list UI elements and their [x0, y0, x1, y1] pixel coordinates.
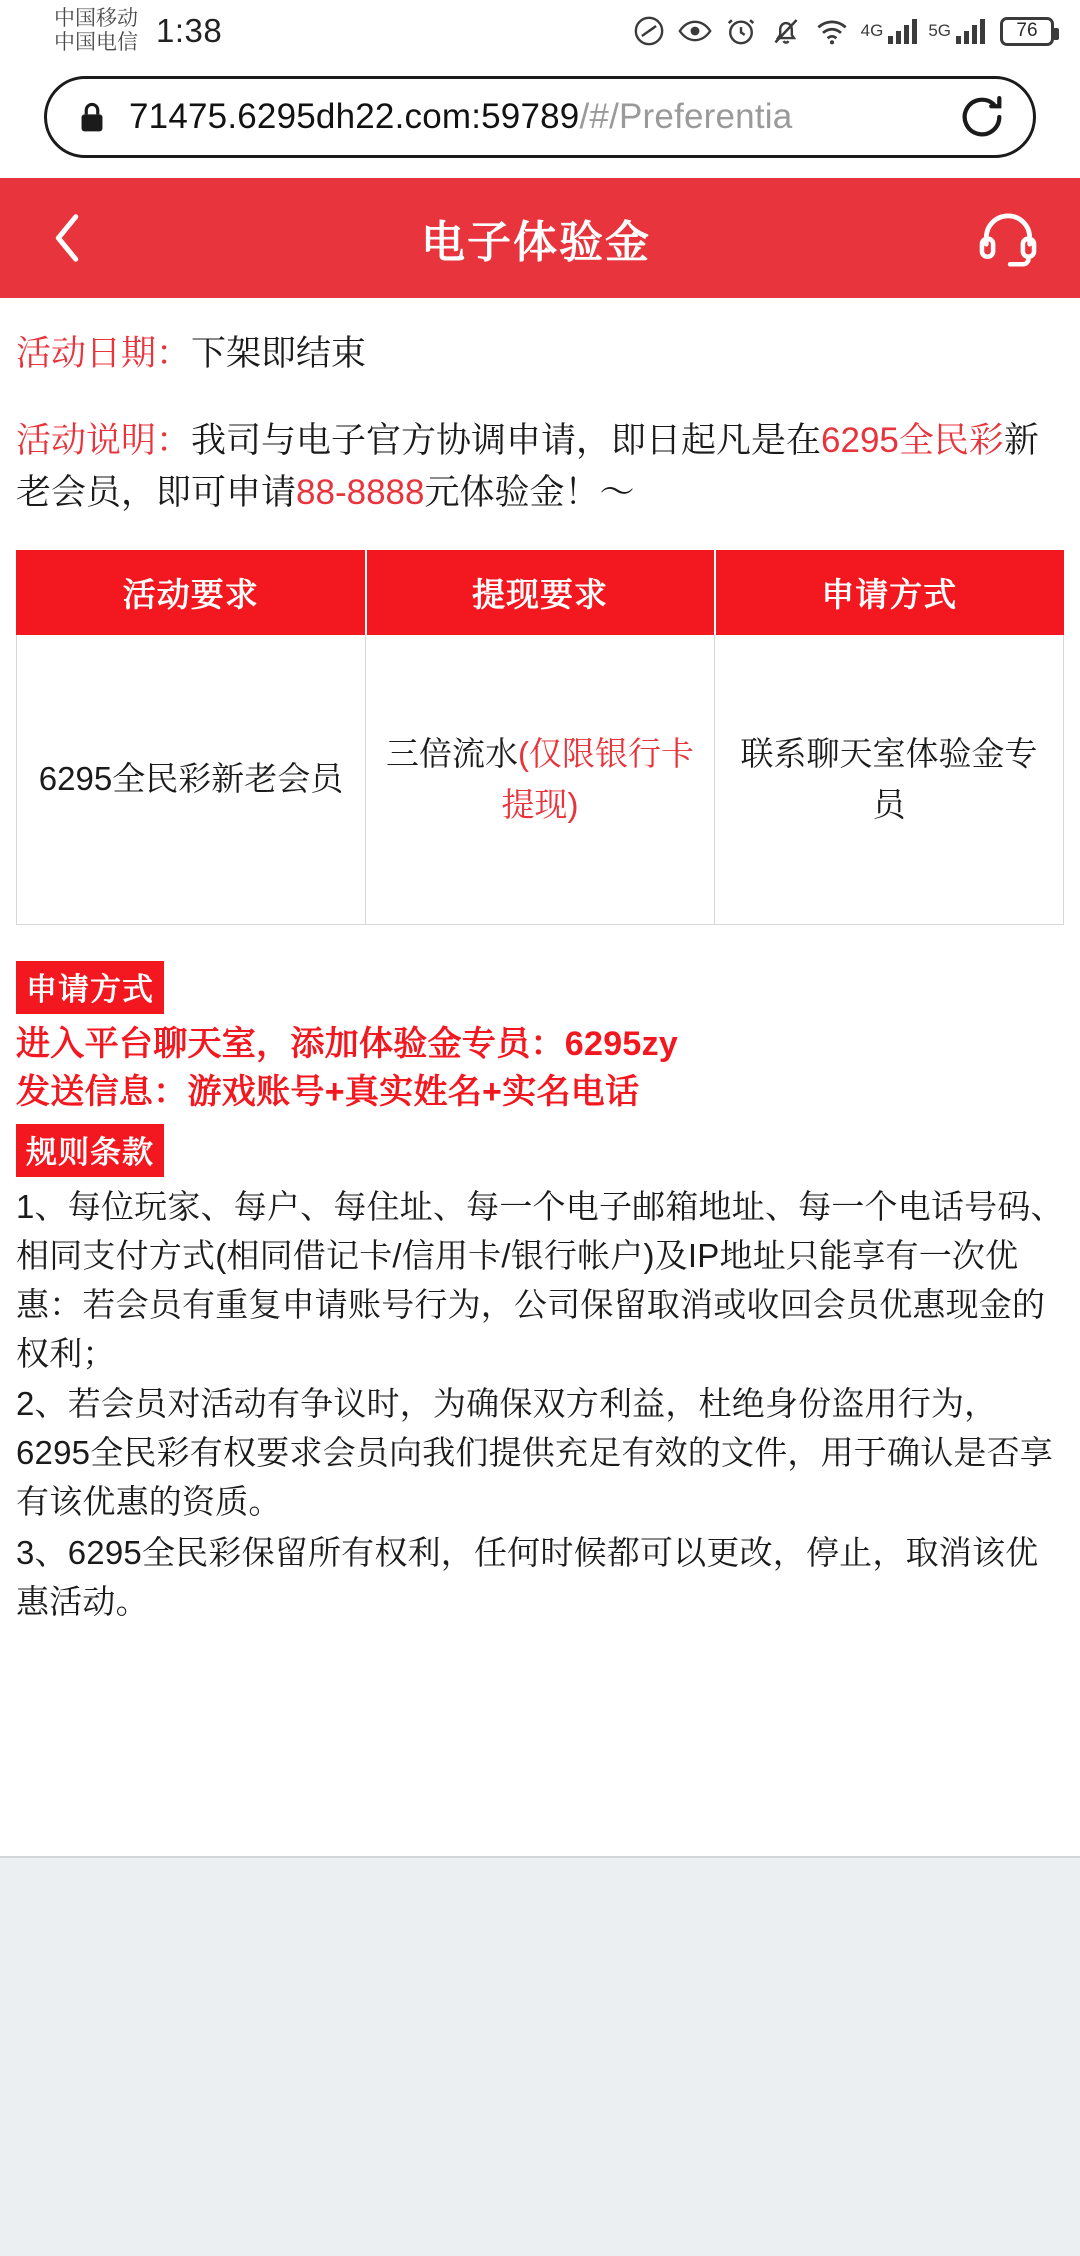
network-1-label: 4G	[860, 21, 884, 40]
dnd-icon	[632, 14, 666, 48]
activity-desc-part1: 我司与电子官方协调申请，即日起凡是在	[191, 420, 822, 460]
network-2-label: 5G	[928, 21, 951, 40]
activity-desc-label: 活动说明：	[16, 420, 192, 460]
status-icons	[632, 14, 1054, 48]
lock-icon	[77, 100, 107, 134]
reload-icon[interactable]	[957, 92, 1007, 142]
url-display[interactable]	[129, 97, 943, 137]
signal-icon	[956, 18, 985, 44]
apply-section-tag: 申请方式	[16, 961, 164, 1014]
table-row	[17, 634, 1064, 924]
alarm-icon	[724, 14, 758, 48]
headset-icon[interactable]	[976, 206, 1040, 270]
browser-toolbar	[0, 62, 1080, 178]
table-header-cell: 活动要求	[17, 550, 366, 634]
withdraw-req-text: 三倍流水	[386, 734, 518, 772]
promo-content	[0, 298, 1080, 1626]
apply-line-2: 发送信息：游戏账号+真实姓名+实名电话	[16, 1072, 640, 1111]
signal-icon	[888, 18, 917, 44]
activity-date-label: 活动日期：	[16, 334, 192, 373]
bell-off-icon	[769, 14, 803, 48]
address-bar[interactable]	[44, 76, 1036, 158]
chevron-left-icon[interactable]	[40, 210, 96, 266]
activity-desc-part2: 新老会员，即可申请	[16, 420, 1039, 512]
rule-item: 3、6295全民彩保留所有权利，任何时候都可以更改，停止，取消该优惠活动。	[16, 1533, 1039, 1620]
eye-comfort-icon	[677, 14, 713, 48]
withdraw-req-note: (仅限银行卡提现)	[501, 734, 694, 823]
rule-item: 1、每位玩家、每户、每住址、每一个电子邮箱地址、每一个电话号码、相同支付方式(相同借记卡/信用卡/银行帐户)及IP地址只能享有一次优惠：若会员有重复申请账号行为，公司保留取消或收回会员优惠现金的权利；	[16, 1188, 1064, 1372]
activity-desc-part3: 元体验金！～	[424, 473, 635, 512]
rules-section	[16, 1124, 1064, 1626]
apply-section	[16, 961, 1064, 1117]
battery-icon	[1000, 17, 1054, 46]
table-cell-apply-method: 联系聊天室体验金专员	[715, 634, 1064, 924]
app-header	[0, 178, 1080, 298]
activity-desc-row	[16, 415, 1064, 520]
activity-desc-highlight-amount: 88-8888	[296, 473, 425, 512]
table-cell-activity-requirement: 6295全民彩新老会员	[17, 634, 366, 924]
url-host: 71475.6295dh22.com:59789	[129, 97, 580, 136]
activity-date-value: 下架即结束	[191, 334, 367, 373]
carrier-labels	[54, 7, 138, 54]
url-path: /#/Preferentia	[579, 97, 793, 136]
page-bottom-spacer	[0, 1820, 1080, 1856]
activity-date-row	[16, 328, 1064, 381]
status-bar	[0, 0, 1080, 62]
page-title: 电子体验金	[421, 218, 651, 267]
battery-percent-label: 76	[1016, 20, 1038, 41]
rule-item: 2、若会员对活动有争议时，为确保双方利益，杜绝身份盗用行为，6295全民彩有权要求会员向我们提供充足有效的文件，用于确认是否享有该优惠的资质。	[16, 1385, 1054, 1520]
rules-list	[16, 1183, 1064, 1626]
table-cell-withdraw-requirement	[366, 634, 715, 924]
carrier-1-label: 中国移动	[54, 7, 138, 31]
page-background-area	[0, 1856, 1080, 2256]
table-header-cell: 提现要求	[366, 550, 715, 634]
table-header-row	[17, 550, 1064, 634]
status-clock: 1:38	[156, 12, 223, 49]
activity-desc-highlight-brand: 6295全民彩	[821, 420, 1004, 460]
requirements-table	[16, 550, 1064, 925]
carrier-2-label: 中国电信	[54, 31, 138, 54]
rules-section-tag: 规则条款	[16, 1124, 164, 1177]
apply-line-1: 进入平台聊天室，添加体验金专员：6295zy	[16, 1024, 679, 1063]
wifi-icon	[814, 16, 850, 46]
table-header-cell: 申请方式	[715, 550, 1064, 634]
